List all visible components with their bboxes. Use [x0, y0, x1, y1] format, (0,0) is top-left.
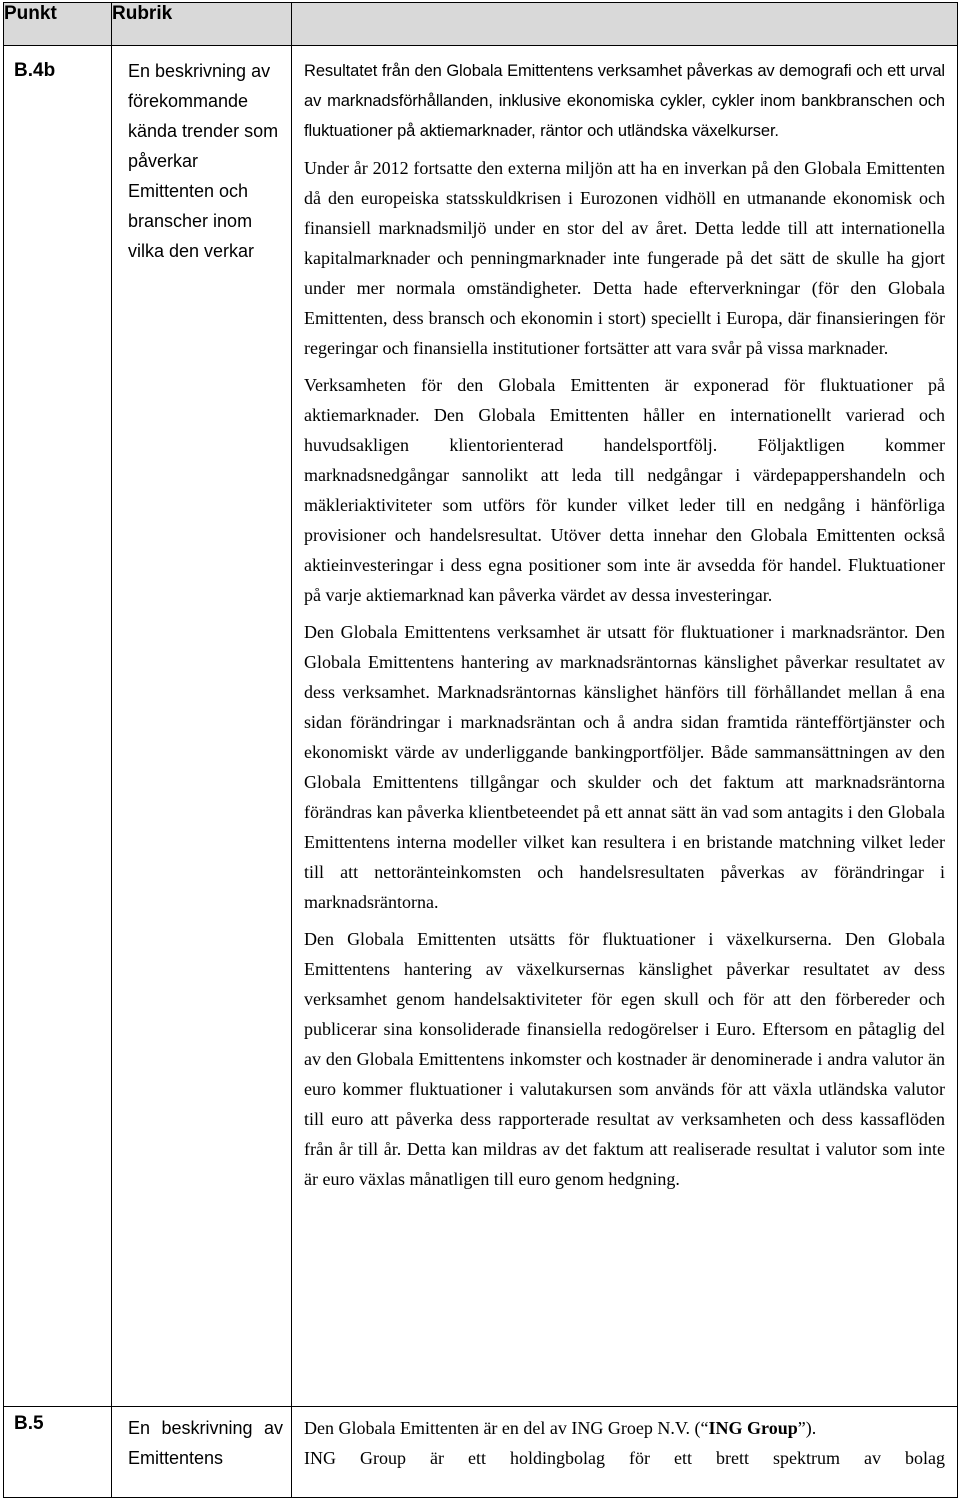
- paragraph: Den Globala Emittenten utsätts för fluktuationer i växelkurserna. Den Globala Emittentens hantering av växelkursernas känslighet påverkar resultatet av dess verksamhet genom handelsaktiviteter för egen skull och för att den förbereder och publicerar sina konsoliderade finansiella redogörelser i Euro. Eftersom en påtaglig del av den Globala Emittentens inkomster och kostnader är denominerade i andra valutor än euro kommer fluktuationer i valutakursen som används för att växla utländska valutor till euro att påverka dess rapporterade resultat av verksamheten och dess kassaflöden från år till år. Detta kan mildras av det faktum att realiserade resultat i valutor som inte är euro växlas månatligen till euro genom hedgning.: [304, 929, 945, 1189]
- punkt-code: B.5: [14, 1413, 44, 1434]
- paragraph: Resultatet från den Globala Emittentens verksamhet påverkas av demografi och ett urval av marknadsförhållanden, inklusive ekonomiska cykler, cykler inom bankbranschen och fluktuationer på aktiemarknader, räntor och utländska växelkurser.: [304, 62, 945, 140]
- header-rubrik: Rubrik: [112, 3, 292, 46]
- table-row-b5: [4, 1407, 958, 1498]
- cell-punkt: [4, 1407, 112, 1498]
- rubrik-text: En beskrivning av förekommande kända trender som påverkar Emittenten och branscher inom vilka den verkar: [128, 61, 279, 261]
- intro-after: ”).: [797, 1418, 817, 1438]
- paragraph: ING Group är ett holdingbolag för ett brett spektrum av bolag: [304, 1448, 945, 1468]
- paragraph: [304, 1413, 945, 1443]
- header-content: [292, 3, 958, 46]
- paragraph: Verksamheten för den Globala Emittenten är exponerad för fluktuationer på aktiemarknader. Den Globala Emittenten håller en internationellt varierad och huvudsakligen klientorienterad handelsportfölj. Följaktligen kommer marknadsnedgångar sannolikt att leda till nedgångar i värdepappershandeln och mäkleriaktiviteter som utförs för kunder vilket leder till en nedgång i hänförliga provisioner och handelsresultat. Utöver detta innehar den Globala Emittenten också aktieinvesteringar i dess egna positioner som inte är avsedda för handel. Fluktuationer på varje aktiemarknad kan påverka värdet av dessa investeringar.: [304, 375, 945, 605]
- cell-rubrik: [112, 1407, 292, 1498]
- ing-group-term: ING Group: [708, 1418, 798, 1438]
- paragraph: Under år 2012 fortsatte den externa miljön att ha en inverkan på den Globala Emittenten då den europeiska statsskuldkrisen i Eurozonen vidhöll en utmanande ekonomisk och finansiell marknadsmiljö under en stor del av året. Detta ledde till att internationella kapitalmarknader och penningmarknader inte fungerade på det sätt de skulle ha gjort under mer normala omständigheter. Detta hade efterverkningar (för den Globala Emittenten, dess bransch och ekonomin i stort) speciellt i Europa, där finansieringen för regeringar och finansiella institutioner fortsätter att vara svår på vissa marknader.: [304, 158, 945, 358]
- content-body: [292, 1407, 957, 1473]
- header-punkt: Punkt: [4, 3, 112, 46]
- table-row-b4b: [4, 46, 958, 1407]
- intro-before: Den Globala Emittenten är en del av ING Groep N.V. (“: [304, 1418, 709, 1438]
- rubrik-text: En beskrivning av Emittentens: [128, 1418, 283, 1468]
- punkt-code: B.4b: [14, 60, 56, 81]
- cell-content: [292, 1407, 958, 1498]
- cell-content: [292, 46, 958, 1407]
- content-body: [292, 46, 957, 1194]
- cell-punkt: [4, 46, 112, 1407]
- table-header-row: [4, 3, 958, 46]
- paragraph: Den Globala Emittentens verksamhet är utsatt för fluktuationer i marknadsräntor. Den Globala Emittentens hantering av marknadsräntornas känslighet påverkar resultatet av dess verksamhet. Marknadsräntornas känslighet hänförs till förhållandet mellan å ena sidan förändringar i marknadsräntan och å andra sidan framtida räntefförtjänster och ekonomiskt värde av underliggande bankingportföljer. Både sammansättningen av den Globala Emittentens tillgångar och skulder och det faktum att marknadsräntorna förändras kan påverka klientbeteendet på ett annat sätt än vad som antagits i den Globala Emittentens interna modeller vilket kan resultera i en bristande matchning vilket leder till att nettoränteinkomsten och handelsresultaten påverkas av förändringar i marknadsräntorna.: [304, 622, 945, 912]
- summary-table: [3, 2, 958, 1498]
- cell-rubrik: [112, 46, 292, 1407]
